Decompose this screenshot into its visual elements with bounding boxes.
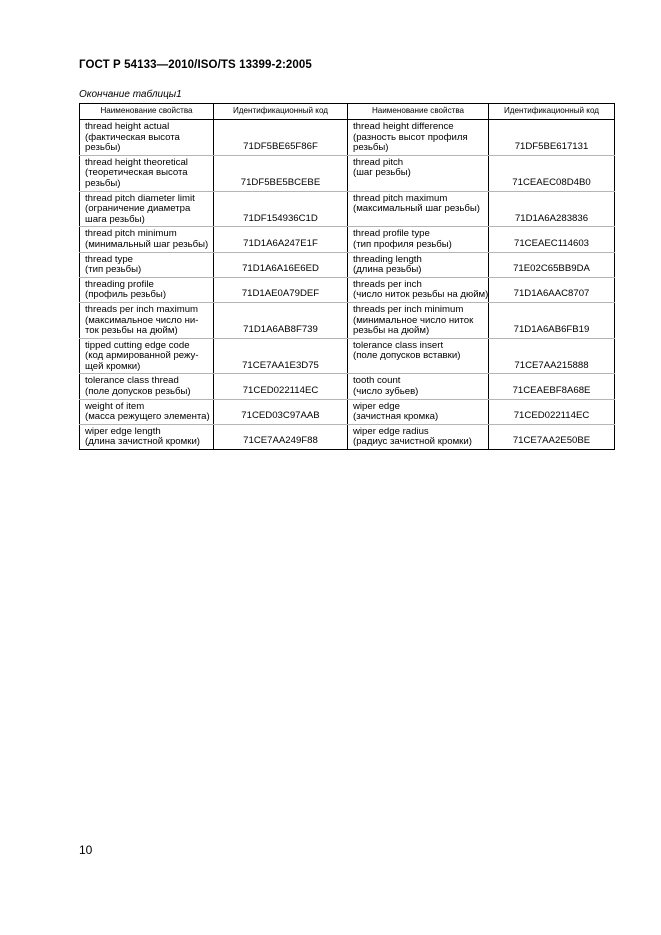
property-name-line: (длина зачистной кромки) [85, 436, 200, 448]
property-name-cell [80, 120, 214, 156]
identification-code-cell: 71D1A6A283836 [489, 191, 615, 227]
table-row [80, 424, 615, 449]
property-name-line: (максимальный шаг резьбы) [353, 203, 480, 215]
property-name-line: (число зубьев) [353, 386, 419, 398]
identification-code-cell: 71CE7AA249F88 [214, 424, 348, 449]
identification-code-cell: 71CEAEBF8A68E [489, 374, 615, 399]
property-name-line: (профиль резьбы) [85, 289, 167, 301]
property-name-cell [80, 155, 214, 191]
table-row [80, 191, 615, 227]
identification-code-cell: 71CED022114EC [489, 399, 615, 424]
property-name-line: thread height theoretical [85, 156, 188, 168]
property-name-line: threads per inch [353, 278, 422, 290]
property-name-line: ток резьбы на дюйм) [85, 325, 178, 337]
property-name-cell [348, 191, 489, 227]
property-name-line: резьбы) [85, 142, 121, 154]
identification-code-cell: 71CEAEC114603 [489, 227, 615, 252]
property-name-line: (максимальное число ни- [85, 314, 199, 326]
property-name-line: tolerance class insert [353, 339, 444, 351]
identification-code-cell: 71CED022114EC [214, 374, 348, 399]
property-name-line: (поле допусков резьбы) [85, 386, 191, 398]
property-name-line: (радиус зачистной кромки) [353, 436, 472, 448]
property-name-line: weight of item [85, 400, 145, 412]
property-name-line: thread height actual [85, 121, 170, 132]
identification-code-cell: 71D1A6A16E6ED [214, 252, 348, 277]
table-row [80, 155, 615, 191]
property-name-line: (масса режущего элемента) [85, 411, 210, 423]
table-caption: Окончание таблицы1 [79, 89, 182, 100]
identification-code-cell: 71DF154936C1D [214, 191, 348, 227]
identification-code-cell: 71D1A6AB6FB19 [489, 302, 615, 338]
property-name-line: (число ниток резьбы на дюйм) [353, 289, 489, 301]
property-name-line: threading profile [85, 278, 154, 290]
table-row [80, 277, 615, 302]
table-row [80, 227, 615, 252]
property-name-cell [80, 302, 214, 338]
table-row [80, 302, 615, 338]
property-name-cell [80, 191, 214, 227]
property-name-cell [348, 302, 489, 338]
identification-code-cell: 71D1A6AB8F739 [214, 302, 348, 338]
table-row [80, 399, 615, 424]
column-header-identification-code: Идентификационный код [214, 104, 348, 120]
property-name-line: (разность высот профиля [353, 131, 468, 143]
property-name-line: wiper edge length [85, 425, 161, 437]
property-name-line: tooth count [353, 375, 401, 387]
property-name-line: резьбы на дюйм) [353, 325, 430, 337]
property-name-cell [80, 338, 214, 374]
property-name-line: (тип профиля резьбы) [353, 238, 452, 250]
property-name-cell [80, 374, 214, 399]
property-name-line: (тип резьбы) [85, 264, 142, 276]
property-name-line: (длина резьбы) [353, 264, 422, 276]
property-name-line: tipped cutting edge code [85, 339, 190, 351]
property-name-line: thread height difference [353, 121, 454, 132]
property-name-cell [80, 252, 214, 277]
property-name-cell [80, 424, 214, 449]
identification-code-cell: 71E02C65BB9DA [489, 252, 615, 277]
property-name-line: threads per inch minimum [353, 303, 464, 315]
property-name-line: (фактическая высота [85, 131, 180, 143]
property-name-line: (минимальное число ниток [353, 314, 474, 326]
property-name-cell [348, 338, 489, 374]
property-name-line: (теоретическая высота [85, 167, 188, 179]
page-number: 10 [79, 843, 93, 857]
property-name-line: tolerance class thread [85, 375, 179, 387]
column-header-identification-code: Идентификационный код [489, 104, 615, 120]
property-name-line: thread pitch minimum [85, 228, 177, 240]
column-header-property-name: Наименование свойства [348, 104, 489, 120]
property-name-line: threading length [353, 253, 422, 265]
property-name-line: threads per inch maximum [85, 303, 199, 315]
identification-code-cell: 71CE7AA2E50BE [489, 424, 615, 449]
property-name-line: wiper edge radius [353, 425, 429, 437]
property-name-cell [348, 277, 489, 302]
table-header-row [80, 104, 615, 120]
property-name-line: (шаг резьбы) [353, 167, 411, 179]
property-name-cell [80, 277, 214, 302]
property-name-line: thread pitch [353, 156, 404, 168]
property-name-cell [348, 120, 489, 156]
property-name-line: (поле допусков вставки) [353, 350, 461, 362]
property-name-cell [348, 252, 489, 277]
identification-code-cell: 71CE7AA215888 [489, 338, 615, 374]
property-name-line: резьбы) [85, 177, 121, 189]
identification-code-cell: 71DF5BE617131 [489, 120, 615, 156]
identification-code-cell: 71DF5BE5BCEBE [214, 155, 348, 191]
identification-code-cell: 71CEAEC08D4B0 [489, 155, 615, 191]
identification-code-cell: 71D1A6AAC8707 [489, 277, 615, 302]
properties-table [79, 103, 615, 450]
property-name-cell [80, 227, 214, 252]
property-name-cell [348, 424, 489, 449]
property-name-line: (зачистная кромка) [353, 411, 439, 423]
table-row [80, 338, 615, 374]
identification-code-cell: 71D1AE0A79DEF [214, 277, 348, 302]
property-name-cell [348, 399, 489, 424]
column-header-property-name: Наименование свойства [80, 104, 214, 120]
property-name-line: резьбы) [353, 142, 389, 154]
property-name-line: thread type [85, 253, 134, 265]
property-name-line: щей кромки) [85, 360, 141, 372]
property-name-line: шага резьбы) [85, 213, 145, 225]
identification-code-cell: 71D1A6A247E1F [214, 227, 348, 252]
property-name-line: (ограничение диаметра [85, 203, 191, 215]
property-name-cell [348, 227, 489, 252]
table-row [80, 374, 615, 399]
property-name-cell [80, 399, 214, 424]
table-row [80, 252, 615, 277]
identification-code-cell: 71CED03C97AAB [214, 399, 348, 424]
property-name-line: wiper edge [353, 400, 400, 412]
property-name-line: (минимальный шаг резьбы) [85, 238, 209, 250]
property-name-line: thread pitch diameter limit [85, 192, 195, 204]
identification-code-cell: 71DF5BE65F86F [214, 120, 348, 156]
document-header: ГОСТ Р 54133—2010/ISO/TS 13399-2:2005 [79, 59, 312, 71]
property-name-line: thread profile type [353, 228, 430, 240]
property-name-line: (код армированной режу- [85, 350, 199, 362]
identification-code-cell: 71CE7AA1E3D75 [214, 338, 348, 374]
property-name-line: thread pitch maximum [353, 192, 448, 204]
property-name-cell [348, 374, 489, 399]
table-row [80, 120, 615, 156]
property-name-cell [348, 155, 489, 191]
